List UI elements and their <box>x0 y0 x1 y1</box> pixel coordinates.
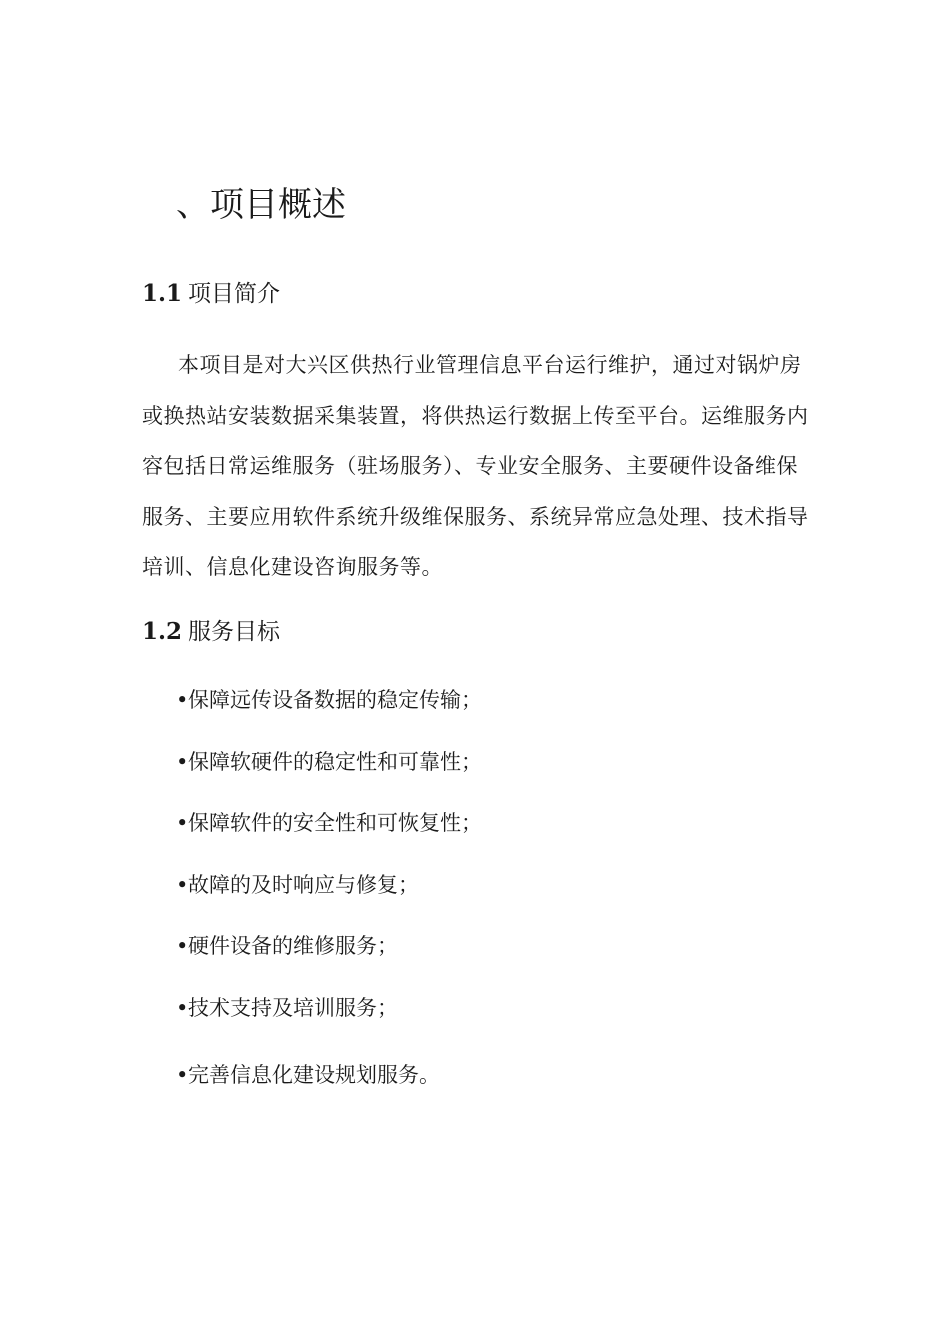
list-item-text: 技术支持及培训服务； <box>188 995 398 1020</box>
list-item <box>176 803 482 865</box>
bullet-icon: • <box>176 872 189 897</box>
chapter-title: 、项目概述 <box>176 185 346 225</box>
bullet-icon: • <box>176 1063 189 1087</box>
bullet-icon: • <box>176 934 189 958</box>
section-title: 服务目标 <box>188 619 281 645</box>
section-title: 项目简介 <box>188 281 281 307</box>
list-item <box>176 1055 482 1117</box>
list-item-text: 完善信息化建设规划服务。 <box>188 1063 440 1087</box>
list-item-text: 保障远传设备数据的稳定传输； <box>188 688 482 712</box>
section-heading-1-2 <box>142 617 280 647</box>
list-item <box>176 988 482 1050</box>
list-item-text: 硬件设备的维修服务； <box>188 934 398 958</box>
list-item-text: 保障软件的安全性和可恢复性； <box>188 811 482 835</box>
list-item-text: 保障软硬件的稳定性和可靠性； <box>188 749 482 774</box>
section-number: 1.1 <box>142 280 183 307</box>
list-item <box>176 865 482 927</box>
bullet-icon: • <box>176 811 189 835</box>
list-item <box>176 680 482 742</box>
list-item <box>176 926 482 988</box>
project-intro-paragraph: 本项目是对大兴区供热行业管理信息平台运行维护，通过对锅炉房或换热站安装数据采集装置，将供热运行数据上传至平台。运维服务内容包括日常运维服务（驻场服务）、专业安全服务、主要硬件设备维保服务、主要应用软件系统升级维保服务、系统异常应急处理、技术指导培训、信息化建设咨询服务等。 <box>142 353 809 579</box>
section-number: 1.2 <box>142 618 183 645</box>
list-item <box>176 742 482 804</box>
list-item-text: 故障的及时响应与修复； <box>188 872 419 897</box>
section-heading-1-1 <box>142 279 280 309</box>
service-goals-list <box>176 680 482 1117</box>
bullet-icon: • <box>176 749 189 774</box>
bullet-icon: • <box>176 688 189 712</box>
bullet-icon: • <box>176 995 189 1020</box>
